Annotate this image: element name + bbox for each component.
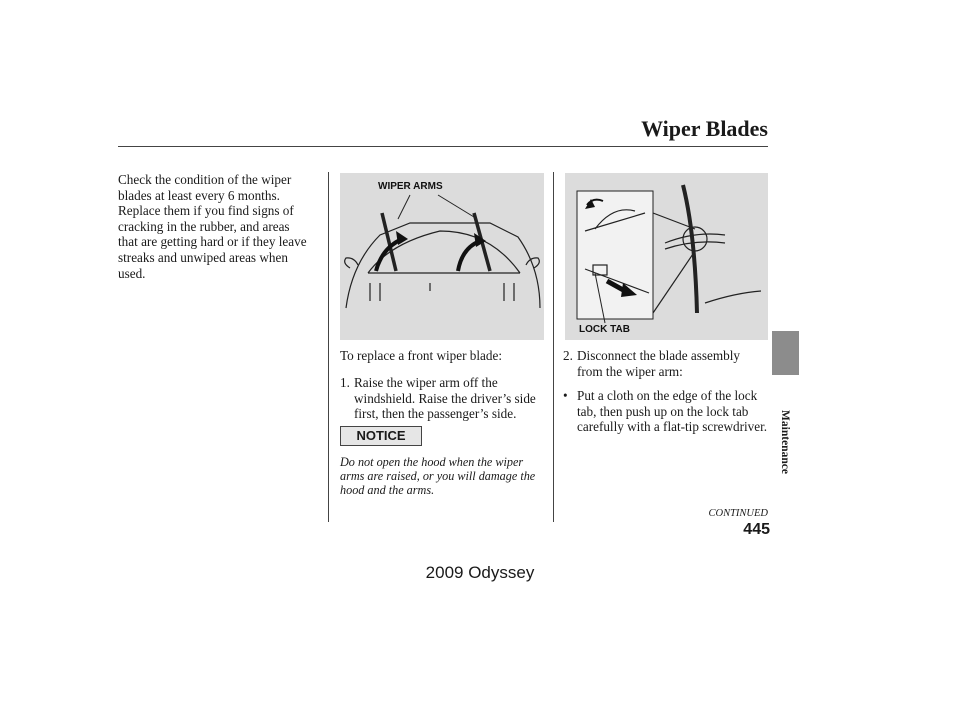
footer-model: 2009 Odyssey bbox=[425, 563, 535, 582]
step-number: 1. bbox=[340, 375, 350, 390]
page-number: 445 bbox=[743, 521, 770, 538]
intro-line: used. bbox=[118, 265, 146, 281]
step-line: Raise the wiper arm off the bbox=[354, 375, 498, 390]
intro-line: streaks and unwiped areas when bbox=[118, 249, 288, 265]
wiper-arms-figure bbox=[340, 173, 544, 340]
header-rule bbox=[118, 146, 768, 147]
section-tab bbox=[772, 331, 799, 375]
bullet-line: Put a cloth on the edge of the lock bbox=[577, 388, 758, 403]
bullet-line: carefully with a flat-tip screwdriver. bbox=[577, 419, 768, 435]
column-divider-right bbox=[553, 172, 554, 522]
intro-line: Replace them if you find signs of bbox=[118, 203, 294, 219]
step-number: 2. bbox=[563, 348, 573, 363]
intro-line: that are getting hard or if they leave bbox=[118, 234, 307, 250]
intro-line: Check the condition of the wiper bbox=[118, 172, 292, 187]
notice-line: Do not open the hood when the wiper bbox=[340, 455, 524, 469]
step-1 bbox=[340, 375, 552, 425]
notice-line: hood and the arms. bbox=[340, 483, 435, 497]
notice-text bbox=[340, 455, 552, 497]
continued-note: CONTINUED bbox=[708, 508, 768, 519]
lock-tab-illustration bbox=[565, 173, 768, 340]
bullet-line: tab, then push up on the lock tab bbox=[577, 403, 749, 419]
step-text bbox=[354, 375, 536, 422]
step-2 bbox=[563, 348, 768, 382]
intro-line: blades at least every 6 months. bbox=[118, 187, 280, 203]
step-line: from the wiper arm: bbox=[577, 363, 683, 379]
step-text bbox=[577, 348, 740, 379]
windshield-illustration bbox=[340, 173, 544, 340]
lock-tab-figure bbox=[565, 173, 768, 340]
step-line: first, then the passenger’s side. bbox=[354, 406, 517, 422]
intro-paragraph bbox=[118, 172, 323, 281]
section-label bbox=[770, 392, 800, 492]
column-divider-left bbox=[328, 172, 329, 522]
step-line: Disconnect the blade assembly bbox=[577, 348, 740, 363]
section-label-text: Maintenance bbox=[779, 410, 791, 474]
bullet-text bbox=[577, 388, 767, 435]
lock-tab-label: LOCK TAB bbox=[579, 324, 630, 335]
bullet-mark: • bbox=[563, 388, 568, 403]
step-line: windshield. Raise the driver’s side bbox=[354, 390, 536, 406]
intro-line: cracking in the rubber, and areas bbox=[118, 218, 290, 234]
procedure-lead: To replace a front wiper blade: bbox=[340, 348, 503, 363]
page-title: Wiper Blades bbox=[641, 116, 768, 141]
notice-badge: NOTICE bbox=[340, 426, 422, 446]
wiper-arms-label: WIPER ARMS bbox=[378, 181, 443, 192]
bullet-item bbox=[563, 388, 768, 438]
notice-line: arms are raised, or you will damage the bbox=[340, 469, 536, 483]
